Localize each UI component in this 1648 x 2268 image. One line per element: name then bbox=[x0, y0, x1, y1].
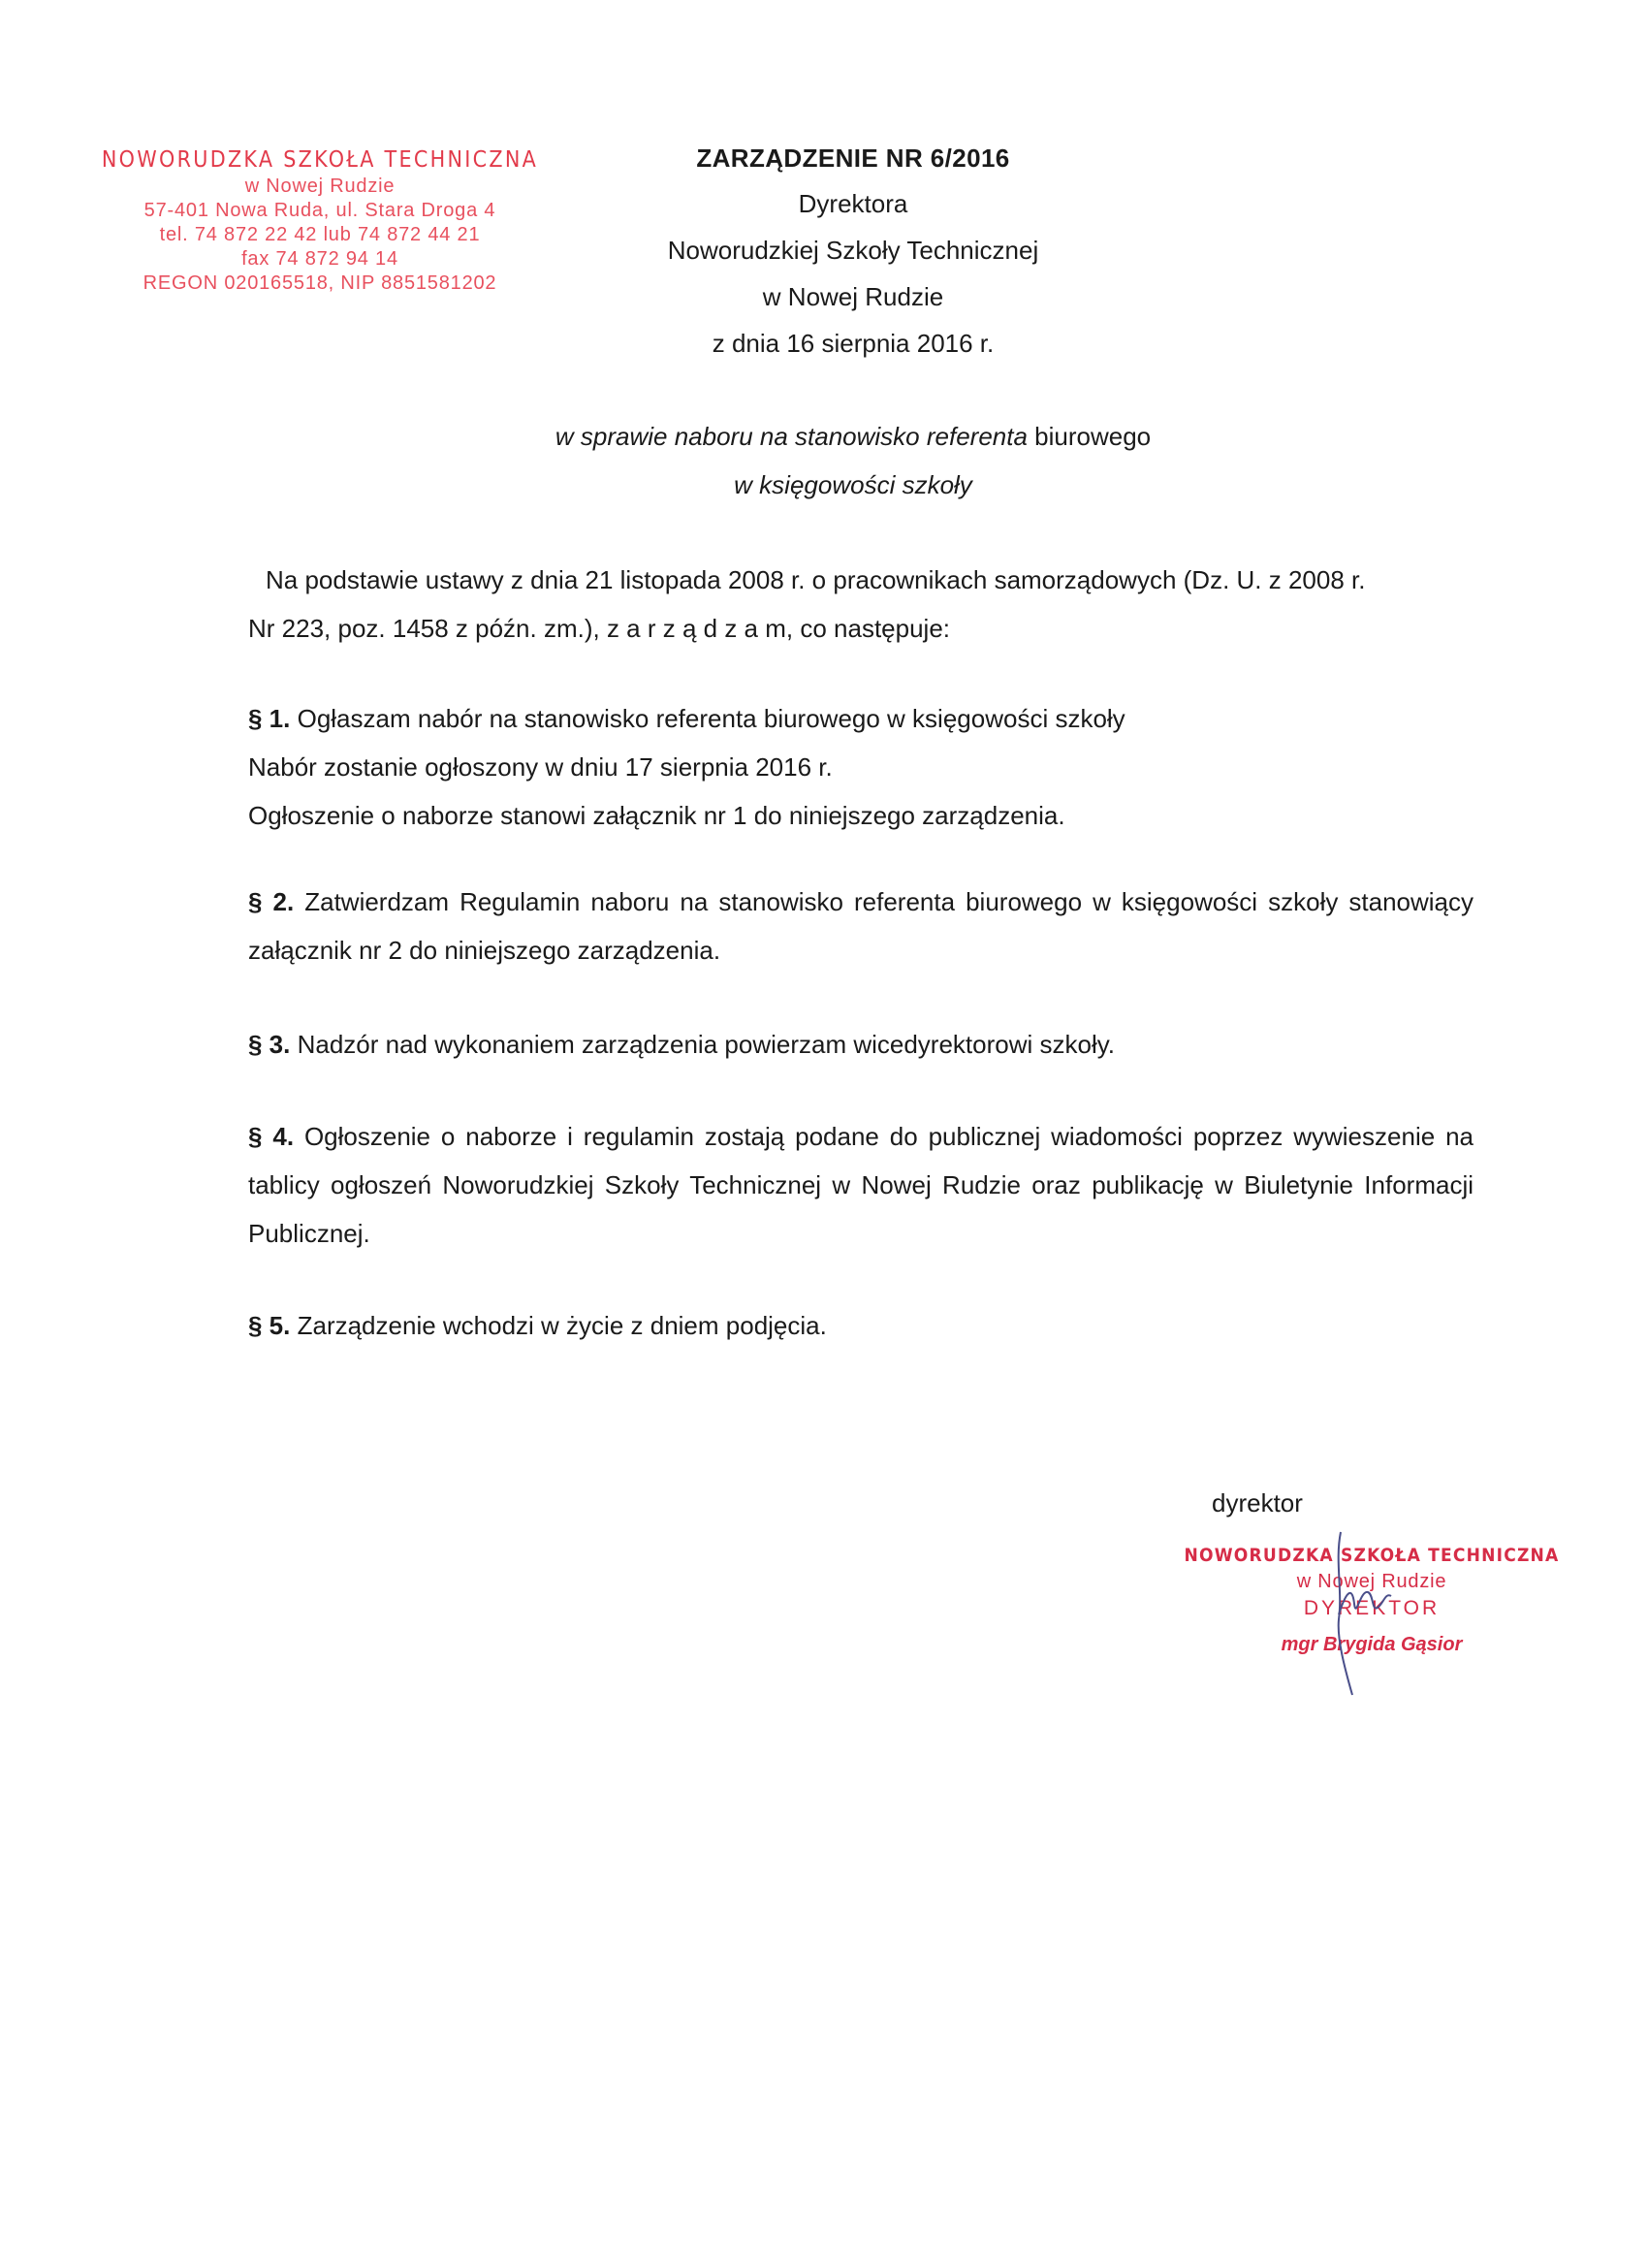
document-subject bbox=[417, 412, 1289, 509]
subject-normal-part: biurowego bbox=[1027, 422, 1152, 451]
intro-line-2: Nr 223, poz. 1458 z późn. zm.), z a r z ą d z a m, co następuje: bbox=[248, 614, 951, 643]
section-1-label: § 1. bbox=[248, 704, 291, 733]
stamp-school-name: NOWORUDZKA SZKOŁA TECHNICZNA bbox=[101, 147, 539, 173]
stamp-phone: tel. 74 872 22 42 lub 74 872 44 21 bbox=[159, 224, 481, 245]
section-1-line-3: Ogłoszenie o naborze stanowi załącznik nr 1 do niniejszego zarządzenia. bbox=[248, 801, 1065, 830]
stamp-address: 57-401 Nowa Ruda, ul. Stara Droga 4 bbox=[143, 200, 496, 221]
stamp-fax: fax 74 872 94 14 bbox=[241, 248, 398, 270]
section-1-text: Ogłaszam nabór na stanowisko referenta biurowego w księgowości szkoły bbox=[290, 704, 1125, 733]
section-1-line-1 bbox=[248, 694, 1474, 743]
signature-label: dyrektor bbox=[1212, 1488, 1303, 1517]
document-title: ZARZĄDZENIE NR 6/2016 bbox=[696, 144, 1010, 173]
stamp-town: w Nowej Rudzie bbox=[244, 176, 396, 197]
header-town: w Nowej Rudzie bbox=[762, 282, 944, 311]
section-5 bbox=[248, 1301, 1474, 1350]
section-3-text: Nadzór nad wykonaniem zarządzenia powierzam wicedyrektorowi szkoły. bbox=[290, 1030, 1116, 1059]
document-header bbox=[582, 136, 1125, 367]
section-5-label: § 5. bbox=[248, 1311, 291, 1340]
handwritten-signature bbox=[1314, 1522, 1401, 1707]
section-2-text: Zatwierdzam Regulamin naboru na stanowisko referenta biurowego w księgowości szkoły stanowiący załącznik nr 2 do niniejszego zarządzenia. bbox=[248, 887, 1474, 965]
section-3-label: § 3. bbox=[248, 1030, 291, 1059]
intro-paragraph bbox=[248, 556, 1474, 653]
director-stamp-person: mgr Brygida Gąsior bbox=[1281, 1634, 1463, 1655]
section-1-line-2: Nabór zostanie ogłoszony w dniu 17 sierpnia 2016 r. bbox=[248, 752, 833, 782]
subject-line-2: w księgowości szkoły bbox=[734, 470, 972, 499]
section-3 bbox=[248, 1020, 1474, 1069]
subject-line-1 bbox=[417, 412, 1289, 461]
section-2 bbox=[248, 878, 1474, 974]
section-1 bbox=[248, 694, 1474, 840]
director-stamp-town: w Nowej Rudzie bbox=[1296, 1571, 1447, 1592]
section-4-text: Ogłoszenie o naborze i regulamin zostają podane do publicznej wiadomości poprzez wywieszenie na tablicy ogłoszeń Noworudzkiej Szkoły Technicznej w Nowej Rudzie oraz publikację w Biuletynie Informacji Publicznej. bbox=[248, 1122, 1474, 1248]
school-stamp bbox=[97, 145, 543, 296]
section-2-label: § 2. bbox=[248, 887, 295, 916]
header-issuer: Dyrektora bbox=[798, 189, 908, 218]
director-stamp-role: DYREKTOR bbox=[1303, 1597, 1441, 1619]
section-4 bbox=[248, 1112, 1474, 1258]
director-stamp-school: NOWORUDZKA SZKOŁA TECHNICZNA bbox=[1184, 1545, 1560, 1566]
section-4-label: § 4. bbox=[248, 1122, 295, 1151]
intro-line-1: Na podstawie ustawy z dnia 21 listopada 2008 r. o pracownikach samorządowych (Dz. U. z 2008 r. bbox=[266, 565, 1366, 594]
stamp-regon-nip: REGON 020165518, NIP 8851581202 bbox=[143, 272, 497, 294]
header-date: z dnia 16 sierpnia 2016 r. bbox=[712, 329, 995, 358]
section-5-text: Zarządzenie wchodzi w życie z dniem podjęcia. bbox=[290, 1311, 827, 1340]
header-school: Noworudzkiej Szkoły Technicznej bbox=[667, 236, 1039, 265]
subject-italic-part: w sprawie naboru na stanowisko referenta bbox=[555, 422, 1028, 451]
